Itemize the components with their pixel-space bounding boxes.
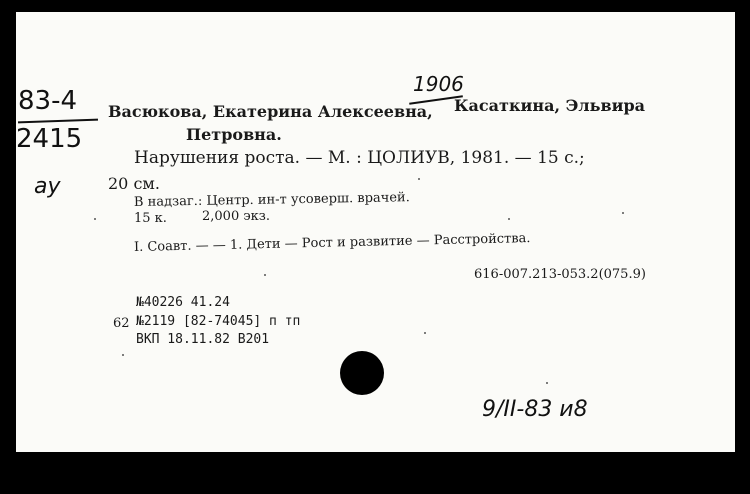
scan-speck (418, 178, 420, 180)
scan-speck (622, 212, 624, 214)
handwritten-bottom-right: 9/II-83 и8 (482, 397, 588, 422)
note: В надзаг.: Центр. ин-т усоверш. врачей. (133, 190, 410, 210)
shelf-mark-underline (18, 119, 98, 124)
scan-speck (264, 274, 266, 276)
coauthor: Касаткина, Эльвира (454, 96, 645, 115)
record-line-1: №40226 41.24 (136, 295, 230, 310)
scan-speck (122, 354, 124, 356)
record-line-2: №2119 [82-74045] п тп (136, 314, 301, 329)
price: 15 к. (134, 211, 167, 226)
handwritten-mark-left: ay (34, 174, 61, 199)
handwritten-year: 1906 (413, 72, 464, 96)
scan-speck (508, 218, 510, 220)
catalog-card (16, 12, 735, 452)
card-punch-hole (340, 351, 384, 395)
record-line-3: ВКП 18.11.82 В201 (136, 332, 270, 347)
record-number: 62 (113, 316, 130, 331)
authors-line: Васюкова, Екатерина Алексеевна, (108, 102, 433, 121)
scan-speck (94, 218, 96, 220)
size: 20 см. (108, 174, 160, 193)
scan-speck (424, 332, 426, 334)
author-patronymic: Петровна. (186, 125, 282, 144)
scan-speck (546, 382, 548, 384)
copies: 2,000 экз. (202, 209, 270, 224)
udc-index: 616-007.213-053.2(075.9) (474, 267, 646, 282)
handwritten-shelf-top: 83-4 (18, 86, 78, 116)
title-line: Нарушения роста. — М. : ЦОЛИУВ, 1981. — 15 с.; (134, 148, 585, 168)
subject-headings: I. Соавт. — — 1. Дети — Рост и развитие — Расстройства. (133, 231, 531, 255)
handwritten-shelf-bottom: 2415 (16, 124, 83, 154)
